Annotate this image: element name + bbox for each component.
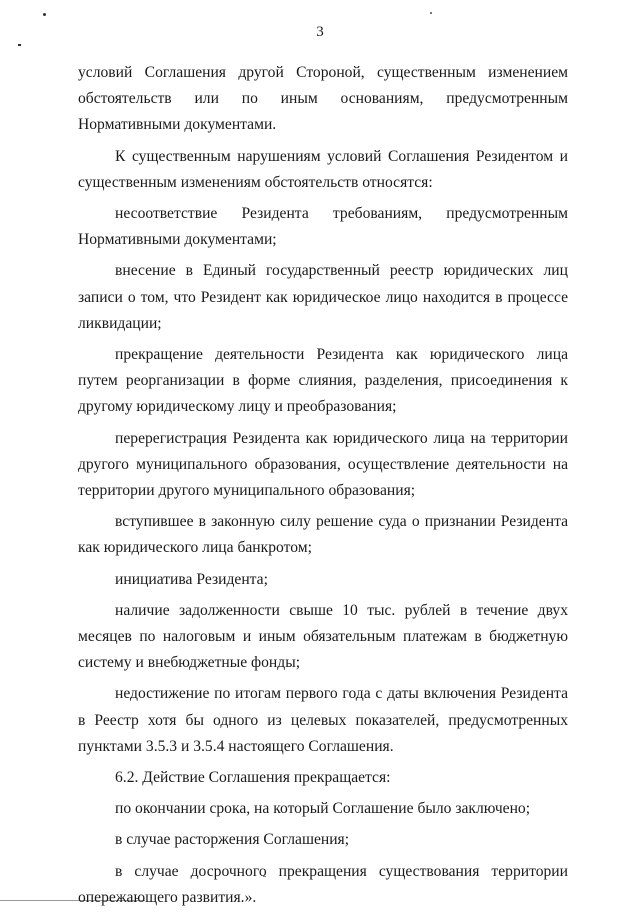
paragraph: в случае досрочного прекращения существования территории опережающего развития.».: [78, 862, 568, 906]
paragraph: наличие задолженности свыше 10 тыс. рублей в течение двух месяцев по налоговым и иным обязательным платежам в бюджетную систему и внебюджетные фонды;: [78, 601, 568, 672]
page-number: 3: [316, 24, 324, 40]
document-body: [78, 60, 568, 916]
paragraph: прекращение деятельности Резидента как юридического лица путем реорганизации в форме слияния, разделения, присоединения к другому юридическому лицу и преобразования;: [78, 346, 568, 416]
scan-speck: [18, 44, 21, 46]
scan-speck: [43, 13, 46, 16]
paragraph: условий Соглашения другой Стороной, существенным изменением обстоятельств или по иным основаниям, предусмотренным Нормативными документами.: [78, 64, 568, 134]
paragraph: внесение в Единый государственный реестр юридических лиц записи о том, что Резидент как юридическое лицо находится в процессе ликвидации;: [78, 262, 568, 332]
paragraph: вступившее в законную силу решение суда о признании Резидента как юридического лица банкротом;: [78, 513, 568, 557]
paragraph: по окончании срока, на который Соглашение было заключено;: [115, 800, 531, 818]
paragraph: недостижение по итогам первого года с даты включения Резидента в Реестр хотя бы одного из целевых показателей, предусмотренных пунктами 3.5.3 и 3.5.4 настоящего Соглашения.: [78, 685, 568, 755]
paragraph: перерегистрация Резидента как юридического лица на территории другого муниципального образования, осуществление деятельности на территории другого муниципального образования;: [78, 429, 568, 500]
paragraph: несоответствие Резидента требованиям, предусмотренным Нормативными документами;: [78, 205, 568, 249]
scan-speck: [430, 12, 432, 14]
paragraph: К существенным нарушениям условий Соглашения Резидентом и существенным изменениям обстоятельств относятся:: [78, 147, 568, 191]
paragraph: инициатива Резидента;: [115, 570, 268, 588]
paragraph: в случае расторжения Соглашения;: [115, 831, 350, 849]
paragraph: 6.2. Действие Соглашения прекращается:: [115, 769, 391, 787]
